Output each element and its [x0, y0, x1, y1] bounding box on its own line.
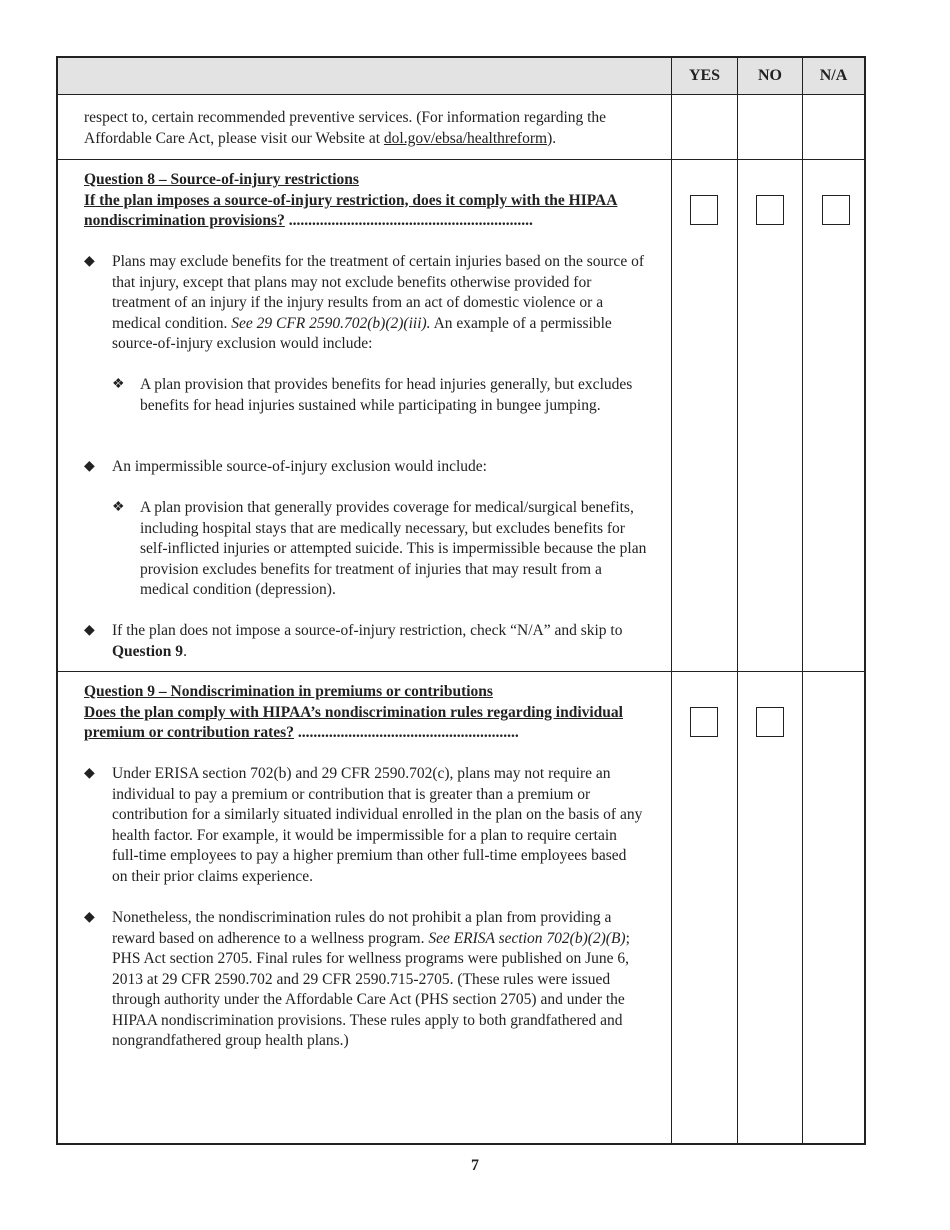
question-8-na-checkbox[interactable]: [822, 195, 850, 225]
header-yes: YES: [688, 67, 721, 84]
page-number: 7: [471, 1157, 479, 1174]
question-8-bullet-3: ◆ If the plan does not impose a source-of-injury restriction, check “N/A” and skip to Question 9.: [84, 622, 623, 660]
question-9-yes-checkbox[interactable]: [690, 707, 718, 737]
question-9-title: Question 9 – Nondiscrimination in premiums or contributions: [84, 683, 493, 700]
question-9-no-checkbox[interactable]: [756, 707, 784, 737]
diamond-bullet-icon: ◆: [84, 254, 95, 269]
row-divider: [58, 671, 864, 672]
question-8-bullet-2: ◆ An impermissible source-of-injury exclusion would include:: [84, 457, 644, 478]
ornament-bullet-icon: ❖: [112, 377, 125, 392]
diamond-bullet-icon: ◆: [84, 910, 95, 925]
question-8-heading: [84, 170, 654, 232]
column-divider: [671, 58, 672, 1143]
ornament-bullet-icon: ❖: [112, 500, 125, 515]
table-header: [58, 58, 864, 95]
diamond-bullet-icon: ◆: [84, 459, 95, 474]
question-8-bullet-1: ◆ Plans may exclude benefits for the treatment of certain injuries based on the source of that injury, except that plans may not exclude benefits otherwise provided for treatment of an injury if the injury results from an act of domestic violence or a medical condition. See 29 CFR 2590.702(b)(2)(iii). An example of a permissible source-of-injury exclusion would include:: [84, 253, 644, 352]
question-9-heading: [84, 682, 654, 744]
question-8-sub-bullet-2: ❖ A plan provision that generally provides coverage for medical/surgical benefits, including hospital stays that are medically necessary, but excludes benefits for self-inflicted injuries or attempted suicide. This is impermissible because the plan provision excludes benefits for treatment of injuries that may result from a medical condition (depression).: [112, 499, 647, 598]
checklist-table: [56, 56, 866, 1145]
question-9-bullet-1: ◆ Under ERISA section 702(b) and 29 CFR 2590.702(c), plans may not require an individual to pay a premium or contribution that is greater than a premium or contribution for a similarly situated individual enrolled in the plan on the basis of any health factor. For example, it would be impermissible for a plan to require certain full-time employees to pay a higher premium than other full-time employees based on their prior claims experience.: [84, 765, 643, 885]
question-8-title: Question 8 – Source-of-injury restrictions: [84, 171, 359, 188]
question-8-yes-checkbox[interactable]: [690, 195, 718, 225]
diamond-bullet-icon: ◆: [84, 766, 95, 781]
question-8-text: If the plan imposes a source-of-injury restriction, does it comply with the HIPAA nondiscrimination provisions? ...............................................................: [84, 191, 618, 229]
question-8-no-checkbox[interactable]: [756, 195, 784, 225]
question-9-bullet-2: ◆ Nonetheless, the nondiscrimination rules do not prohibit a plan from providing a reward based on adherence to a wellness program. See ERISA section 702(b)(2)(B); PHS Act section 2705. Final rules for wellness programs were published on June 6, 2013 at 29 CFR 2590.702 and 29 CFR 2590.715-2705. (These rules were issued through authority under the Affordable Care Act (PHS section 2705) and under the HIPAA nondiscrimination provisions. These rules apply to both grandfathered and nongrandfathered group health plans.): [84, 909, 630, 1049]
column-divider: [802, 58, 803, 1143]
question-8-sub-bullet-1: ❖ A plan provision that provides benefits for head injuries generally, but excludes benefits for head injuries sustained while participating in bungee jumping.: [112, 376, 633, 414]
diamond-bullet-icon: ◆: [84, 623, 95, 638]
row-divider: [58, 159, 864, 160]
header-no: NO: [758, 67, 782, 84]
column-divider: [737, 58, 738, 1143]
question-9-text: Does the plan comply with HIPAA’s nondiscrimination rules regarding individual premium or contribution rates? .........................................................: [84, 703, 623, 741]
header-na: N/A: [819, 67, 848, 84]
intro-paragraph: respect to, certain recommended preventive services. (For information regarding the Affordable Care Act, please visit our Website at dol.gov/ebsa/healthreform).: [84, 109, 607, 147]
healthreform-link[interactable]: dol.gov/ebsa/healthreform: [383, 129, 548, 147]
